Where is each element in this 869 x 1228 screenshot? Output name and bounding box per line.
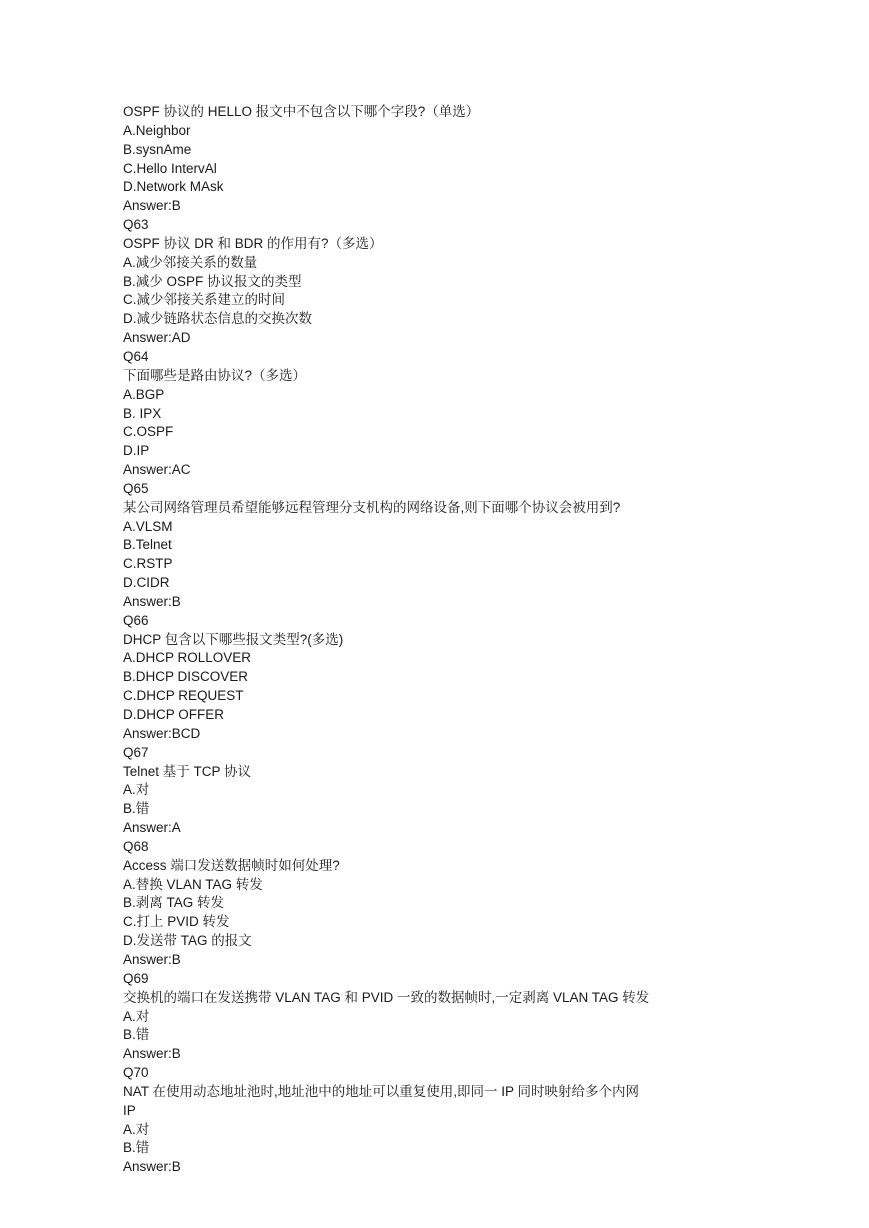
- text-line: A.VLSM: [123, 518, 173, 534]
- text-line: C.打上 PVID 转发: [123, 914, 230, 930]
- text-line: Q69: [123, 970, 149, 986]
- text-line: D.发送带 TAG 的报文: [123, 933, 252, 949]
- text-line: B.sysnAme: [123, 141, 192, 157]
- text-line: B.错: [123, 1140, 150, 1156]
- text-line: B.DHCP DISCOVER: [123, 669, 249, 685]
- text-line: Answer:A: [123, 820, 181, 836]
- text-line: Answer:AD: [123, 330, 191, 346]
- text-line: Answer:B: [123, 951, 181, 967]
- text-line: D.减少链路状态信息的交换次数: [123, 311, 312, 327]
- text-line: C.RSTP: [123, 556, 173, 572]
- text-line: B.Telnet: [123, 537, 172, 553]
- text-line: Answer:B: [123, 198, 181, 214]
- text-line: B.剥离 TAG 转发: [123, 895, 225, 911]
- document-page: [123, 103, 823, 1177]
- text-line: IP: [123, 1102, 136, 1118]
- text-line: B.减少 OSPF 协议报文的类型: [123, 273, 302, 289]
- text-line: A.BGP: [123, 386, 165, 402]
- text-line: B.错: [123, 801, 150, 817]
- text-line: Answer:B: [123, 1046, 181, 1062]
- text-line: D.DHCP OFFER: [123, 707, 225, 722]
- text-line: B. IPX: [123, 405, 162, 421]
- text-line: Telnet 基于 TCP 协议: [123, 763, 252, 779]
- text-line: Q66: [123, 612, 149, 628]
- text-line: Q67: [123, 744, 149, 760]
- text-line: A.对: [123, 782, 150, 798]
- text-line: Q70: [123, 1065, 149, 1081]
- text-line: Answer:B: [123, 593, 181, 609]
- text-line: D.Network MAsk: [123, 179, 224, 195]
- text-line: OSPF 协议 DR 和 BDR 的作用有?（多选）: [123, 235, 383, 251]
- text-line: 交换机的端口在发送携带 VLAN TAG 和 PVID 一致的数据帧时,一定剥离 VLAN TAG 转发: [123, 989, 650, 1005]
- text-line: Q65: [123, 480, 149, 496]
- text-line: Answer:AC: [123, 462, 191, 478]
- text-line: A.对: [123, 1008, 150, 1024]
- text-line: D.IP: [123, 443, 150, 459]
- text-line: C.OSPF: [123, 424, 174, 440]
- text-line: C.Hello IntervAl: [123, 160, 217, 176]
- text-line: 某公司网络管理员希望能够远程管理分支机构的网络设备,则下面哪个协议会被用到?: [123, 499, 621, 515]
- text-line: 下面哪些是路由协议?（多选）: [123, 367, 307, 383]
- text-line: B.错: [123, 1027, 150, 1043]
- text-line: A.对: [123, 1121, 150, 1137]
- text-line: NAT 在使用动态地址池时,地址池中的地址可以重复使用,即同一 IP 同时映射给多个内网: [123, 1083, 640, 1099]
- text-line: Answer:B: [123, 1159, 181, 1175]
- text-line: A.DHCP ROLLOVER: [123, 650, 252, 666]
- text-line: D.CIDR: [123, 575, 170, 591]
- text-line: DHCP 包含以下哪些报文类型?(多选): [123, 631, 344, 647]
- text-line: Q64: [123, 348, 149, 364]
- text-line: Q68: [123, 838, 149, 854]
- text-line: C.减少邻接关系建立的时间: [123, 292, 285, 308]
- text-line: A.替换 VLAN TAG 转发: [123, 876, 263, 892]
- text-line: Q63: [123, 217, 149, 233]
- text-line: A.减少邻接关系的数量: [123, 254, 258, 270]
- text-line: A.Neighbor: [123, 122, 191, 138]
- text-line: Access 端口发送数据帧时如何处理?: [123, 857, 340, 873]
- text-line: Answer:BCD: [123, 725, 201, 741]
- text-line: OSPF 协议的 HELLO 报文中不包含以下哪个字段?（单选）: [123, 104, 480, 119]
- text-line: C.DHCP REQUEST: [123, 688, 244, 704]
